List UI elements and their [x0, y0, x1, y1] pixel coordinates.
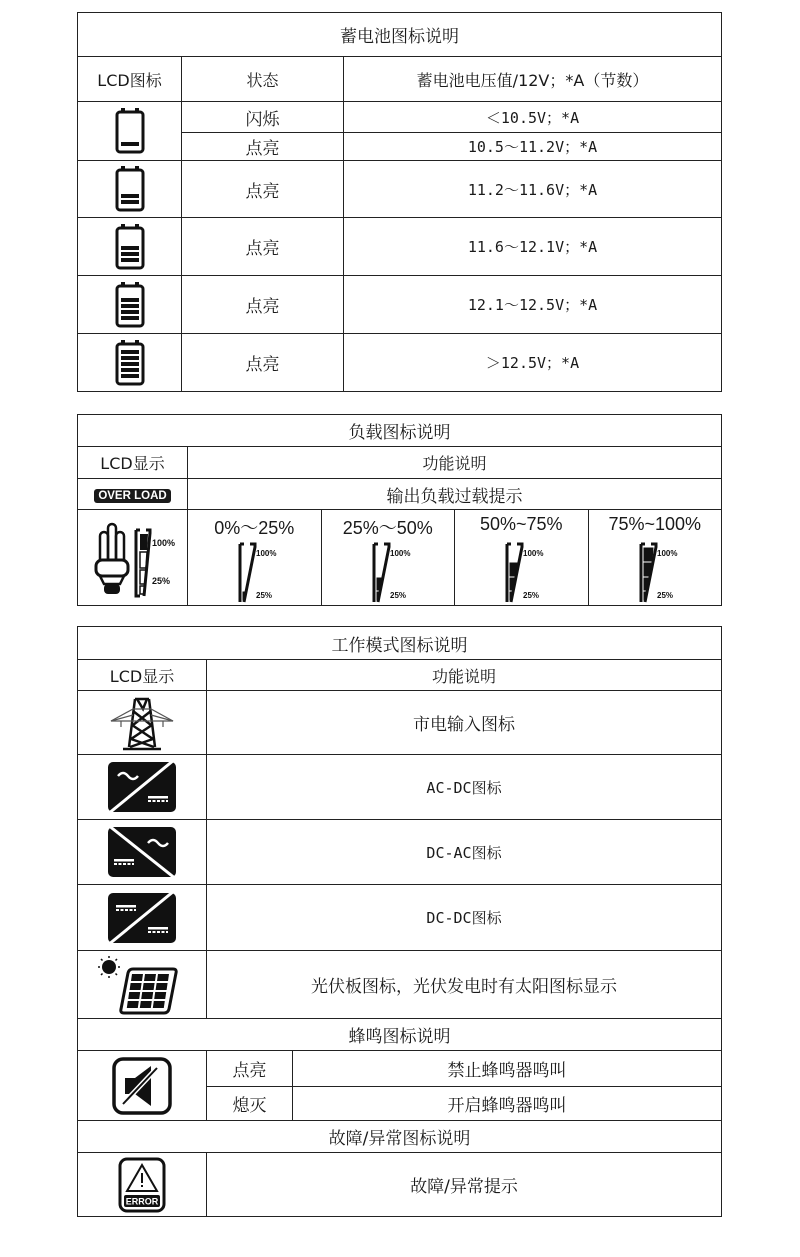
- overload-cell: [78, 479, 188, 510]
- power-tower-cell: [78, 691, 207, 755]
- sun-icon: [98, 956, 120, 978]
- header-lcd-display: LCD显示: [78, 447, 188, 479]
- battery-level-2-icon: [115, 166, 145, 212]
- dc-dc-cell: [78, 885, 207, 951]
- battery-level-1-cell: [78, 102, 182, 161]
- load-level-cell: [321, 510, 455, 606]
- battery-level-4-icon: [115, 282, 145, 328]
- load-level-label: 75%~100%: [608, 514, 702, 534]
- buzzer-desc: 禁止蜂鸣器鸣叫: [293, 1051, 722, 1087]
- load-table-title: 负载图标说明: [78, 415, 722, 447]
- error-badge: ERROR: [125, 1196, 159, 1206]
- battery-voltage: 11.2～11.6V；*A: [344, 161, 722, 218]
- load-gauge-icon: [635, 540, 695, 604]
- gauge-segment-filled: [243, 592, 246, 600]
- gauge-segment-filled: [644, 578, 649, 590]
- buzzer-mute-icon: [111, 1056, 173, 1116]
- battery-state: 点亮: [182, 133, 344, 161]
- gauge-25-label: 25%: [389, 591, 406, 600]
- dc-ac-cell: [78, 820, 207, 885]
- header-voltage: 蓄电池电压值/12V；*A（节数）: [344, 57, 722, 102]
- buzzer-icon-cell: [78, 1051, 207, 1121]
- buzzer-table-title: 蜂鸣图标说明: [78, 1019, 722, 1051]
- gauge-segment-empty: [243, 548, 252, 561]
- gauge-segment-filled: [644, 563, 651, 576]
- battery-voltage: 12.1～12.5V；*A: [344, 276, 722, 334]
- load-table: [77, 414, 722, 606]
- battery-level-5-icon: [115, 340, 145, 386]
- battery-state: 点亮: [182, 276, 344, 334]
- dc-dc-icon: [106, 891, 178, 945]
- load-level-cell: [588, 510, 722, 606]
- header-function: 功能说明: [188, 447, 722, 479]
- mode-table-title: 工作模式图标说明: [78, 627, 722, 660]
- fault-table-title: 故障/异常图标说明: [78, 1121, 722, 1153]
- load-gauge-icon: [368, 540, 428, 604]
- gauge-segment-empty: [377, 548, 386, 561]
- header-lcd-display: LCD显示: [78, 660, 207, 691]
- header-lcd-icon: LCD图标: [78, 57, 182, 102]
- mode-desc: 光伏板图标，光伏发电时有太阳图标显示: [207, 951, 722, 1019]
- gauge-segment-filled: [377, 578, 382, 590]
- battery-state: 点亮: [182, 218, 344, 276]
- gauge-outline: [374, 544, 389, 602]
- mode-desc: DC-AC图标: [207, 820, 722, 885]
- gauge-100-label: 100%: [389, 549, 411, 558]
- gauge-segment-filled: [644, 548, 653, 561]
- load-level-label: 50%~75%: [479, 514, 563, 534]
- battery-table-title: 蓄电池图标说明: [78, 13, 722, 57]
- ac-dc-icon: [106, 760, 178, 814]
- buzzer-desc: 开启蜂鸣器鸣叫: [293, 1087, 722, 1121]
- gauge-segment-filled: [510, 578, 515, 590]
- battery-state: 闪烁: [182, 102, 344, 133]
- gauge-25-label: 25%: [256, 591, 273, 600]
- header-function: 功能说明: [207, 660, 722, 691]
- battery-voltage: ＜10.5V；*A: [344, 102, 722, 133]
- battery-table: [77, 12, 722, 392]
- load-level-label: 25%～50%: [342, 518, 433, 538]
- gauge-100-label: 100%: [656, 549, 678, 558]
- battery-level-4-cell: [78, 276, 182, 334]
- header-state: 状态: [182, 57, 344, 102]
- battery-level-3-icon: [115, 224, 145, 270]
- mode-desc: DC-DC图标: [207, 885, 722, 951]
- gauge-segment-filled: [510, 563, 517, 576]
- battery-state: 点亮: [182, 161, 344, 218]
- overload-desc: 输出负载过载提示: [188, 479, 722, 510]
- ac-dc-cell: [78, 755, 207, 820]
- mode-desc: 市电输入图标: [207, 691, 722, 755]
- gauge-100-label: 100%: [256, 549, 277, 558]
- battery-level-1-icon: [115, 108, 145, 154]
- dc-ac-icon: [106, 825, 178, 879]
- power-tower-icon: [107, 695, 177, 751]
- battery-voltage: 10.5～11.2V；*A: [344, 133, 722, 161]
- battery-voltage: 11.6～12.1V；*A: [344, 218, 722, 276]
- buzzer-state: 点亮: [207, 1051, 293, 1087]
- gauge-segment-filled: [644, 592, 647, 600]
- solar-panel-icon: [97, 955, 187, 1015]
- gauge-25-label: 25%: [523, 591, 540, 600]
- load-level-cell: [188, 510, 322, 606]
- overload-badge: OVER LOAD: [94, 489, 170, 503]
- load-bulb-gauge-icon: [90, 516, 176, 600]
- load-level-label: 0%～25%: [214, 518, 295, 538]
- load-gauge-icon: [501, 540, 561, 604]
- mode-desc: AC-DC图标: [207, 755, 722, 820]
- load-icon-cell: [78, 510, 188, 606]
- gauge-100-label: 100%: [523, 549, 544, 558]
- load-gauge-icon: [234, 540, 294, 604]
- mode-table: [77, 626, 722, 1217]
- gauge-segment-filled: [377, 592, 380, 600]
- solar-panel-cell: [78, 951, 207, 1019]
- battery-level-5-cell: [78, 334, 182, 392]
- gauge-outline: [240, 544, 255, 602]
- fault-icon-cell: [78, 1153, 207, 1217]
- gauge-100-label: 100%: [151, 537, 175, 548]
- gauge-25-label: 25%: [151, 575, 170, 586]
- battery-level-2-cell: [78, 161, 182, 218]
- battery-state: 点亮: [182, 334, 344, 392]
- buzzer-state: 熄灭: [207, 1087, 293, 1121]
- battery-level-3-cell: [78, 218, 182, 276]
- fault-desc: 故障/异常提示: [207, 1153, 722, 1217]
- gauge-25-label: 25%: [656, 591, 673, 600]
- load-level-cell: [455, 510, 589, 606]
- error-warning-icon: [118, 1157, 166, 1213]
- battery-voltage: ＞12.5V；*A: [344, 334, 722, 392]
- gauge-segment-empty: [510, 548, 519, 561]
- gauge-segment-filled: [510, 592, 513, 600]
